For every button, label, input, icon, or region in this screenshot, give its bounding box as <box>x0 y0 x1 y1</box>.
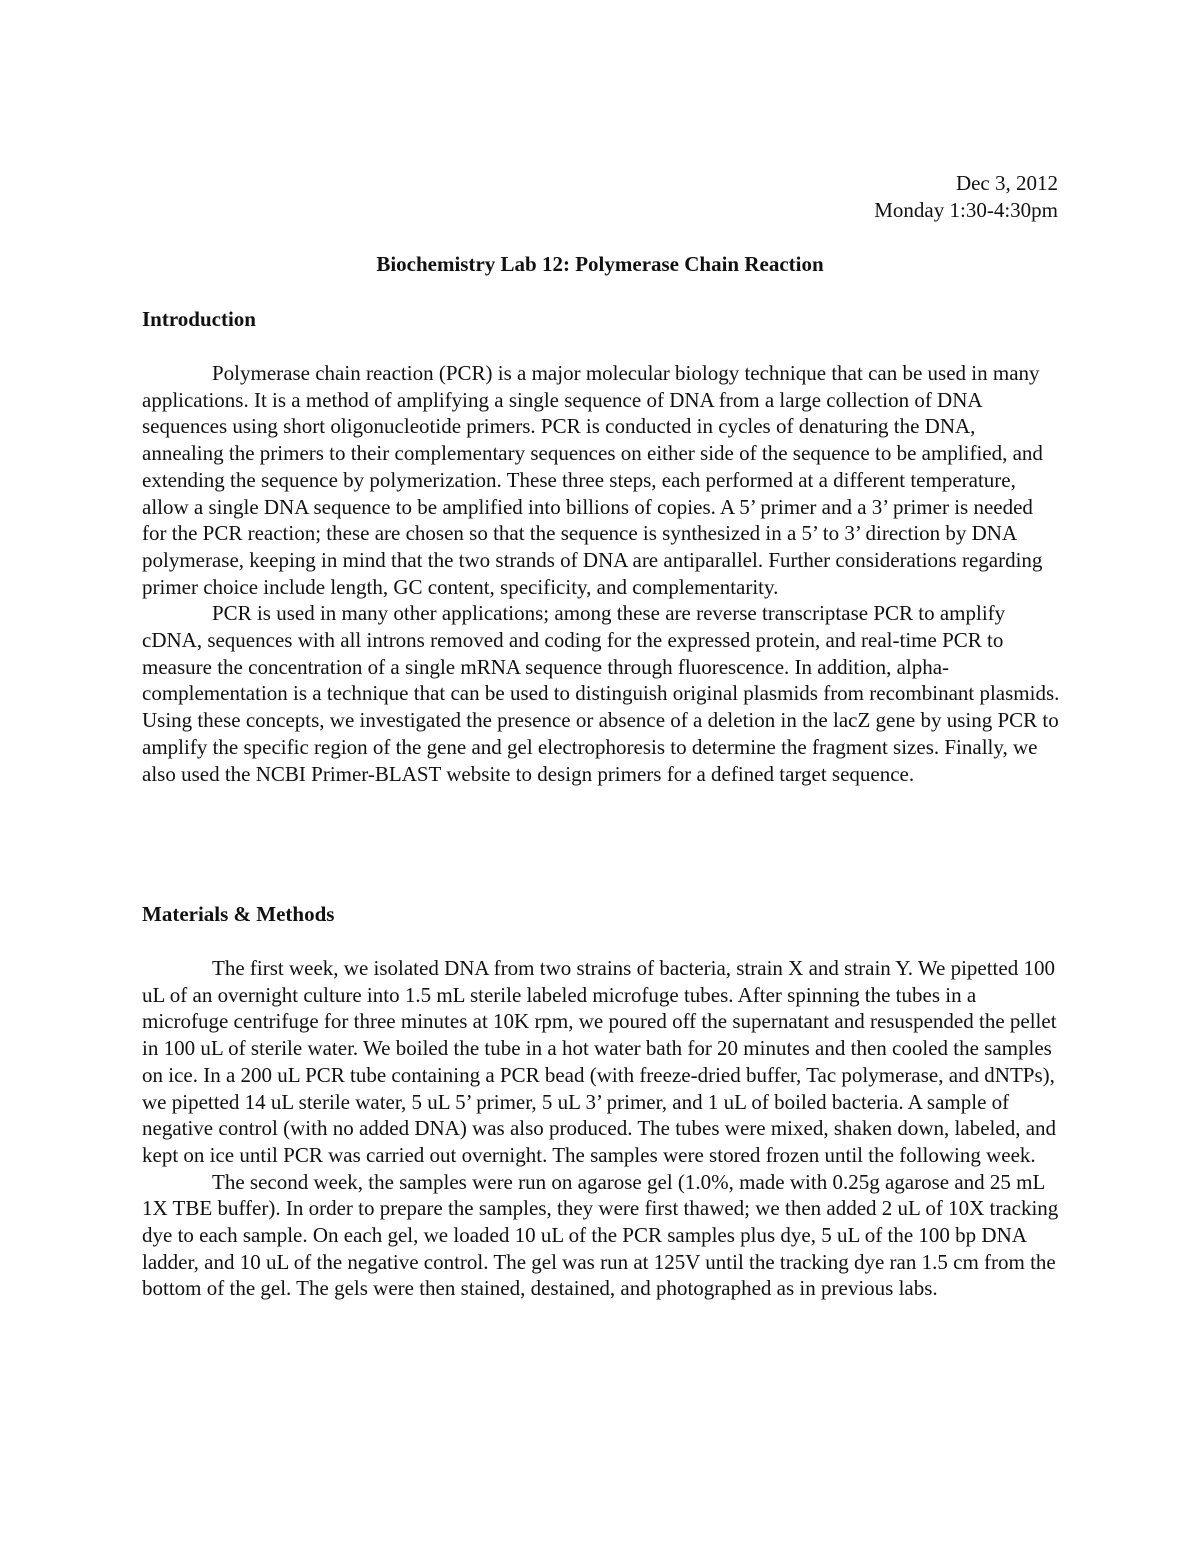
section-heading-introduction: Introduction <box>142 307 256 331</box>
paragraph: PCR is used in many other applications; among these are reverse transcriptase PCR to amplify cDNA, sequences with all introns removed and coding for the expressed protein, and real-time PCR to measure the concentration of a single mRNA sequence through fluorescence. In addition, alpha-complementation is a technique that can be used to distinguish original plasmids from recombinant plasmids. Using these concepts, we investigated the presence or absence of a deletion in the lacZ gene by using PCR to amplify the specific region of the gene and gel electrophoresis to determine the fragment sizes. Finally, we also used the NCBI Primer-BLAST website to design primers for a defined target sequence. <box>142 601 1060 786</box>
lab-session-time: Monday 1:30-4:30pm <box>874 198 1058 222</box>
section-body-materials-methods <box>142 955 1060 1302</box>
paragraph: Polymerase chain reaction (PCR) is a major molecular biology technique that can be used in many applications. It is a method of amplifying a single sequence of DNA from a large collection of DNA sequences using short oligonucleotide primers. PCR is conducted in cycles of denaturing the DNA, annealing the primers to their complementary sequences on either side of the sequence to be amplified, and extending the sequence by polymerization. These three steps, each performed at a different temperature, allow a single DNA sequence to be amplified into billions of copies. A 5’ primer and a 3’ primer is needed for the PCR reaction; these are chosen so that the sequence is synthesized in a 5’ to 3’ direction by DNA polymerase, keeping in mind that the two strands of DNA are antiparallel. Further considerations regarding primer choice include length, GC content, specificity, and complementarity. <box>142 361 1043 599</box>
section-heading-materials-methods: Materials & Methods <box>142 902 335 926</box>
section-body-introduction <box>142 360 1060 787</box>
report-date: Dec 3, 2012 <box>955 171 1058 195</box>
date-block <box>874 170 1058 224</box>
document-title: Biochemistry Lab 12: Polymerase Chain Reaction <box>376 252 824 276</box>
paragraph: The second week, the samples were run on agarose gel (1.0%, made with 0.25g agarose and 25 mL 1X TBE buffer). In order to prepare the samples, they were first thawed; we then added 2 uL of 10X tracking dye to each sample. On each gel, we loaded 10 uL of the PCR samples plus dye, 5 uL of the 100 bp DNA ladder, and 10 uL of the negative control. The gel was run at 125V until the tracking dye ran 1.5 cm from the bottom of the gel. The gels were then stained, destained, and photographed as in previous labs. <box>142 1169 1059 1301</box>
paragraph: The first week, we isolated DNA from two strains of bacteria, strain X and strain Y. We pipetted 100 uL of an overnight culture into 1.5 mL sterile labeled microfuge tubes. After spinning the tubes in a microfuge centrifuge for three minutes at 10K rpm, we poured off the supernatant and resuspended the pellet in 100 uL of sterile water. We boiled the tube in a hot water bath for 20 minutes and then cooled the samples on ice. In a 200 uL PCR tube containing a PCR bead (with freeze-dried buffer, Tac polymerase, and dNTPs), we pipetted 14 uL sterile water, 5 uL 5’ primer, 5 uL 3’ primer, and 1 uL of boiled bacteria. A sample of negative control (with no added DNA) was also produced. The tubes were mixed, shaken down, labeled, and kept on ice until PCR was carried out overnight. The samples were stored frozen until the following week. <box>142 956 1057 1167</box>
